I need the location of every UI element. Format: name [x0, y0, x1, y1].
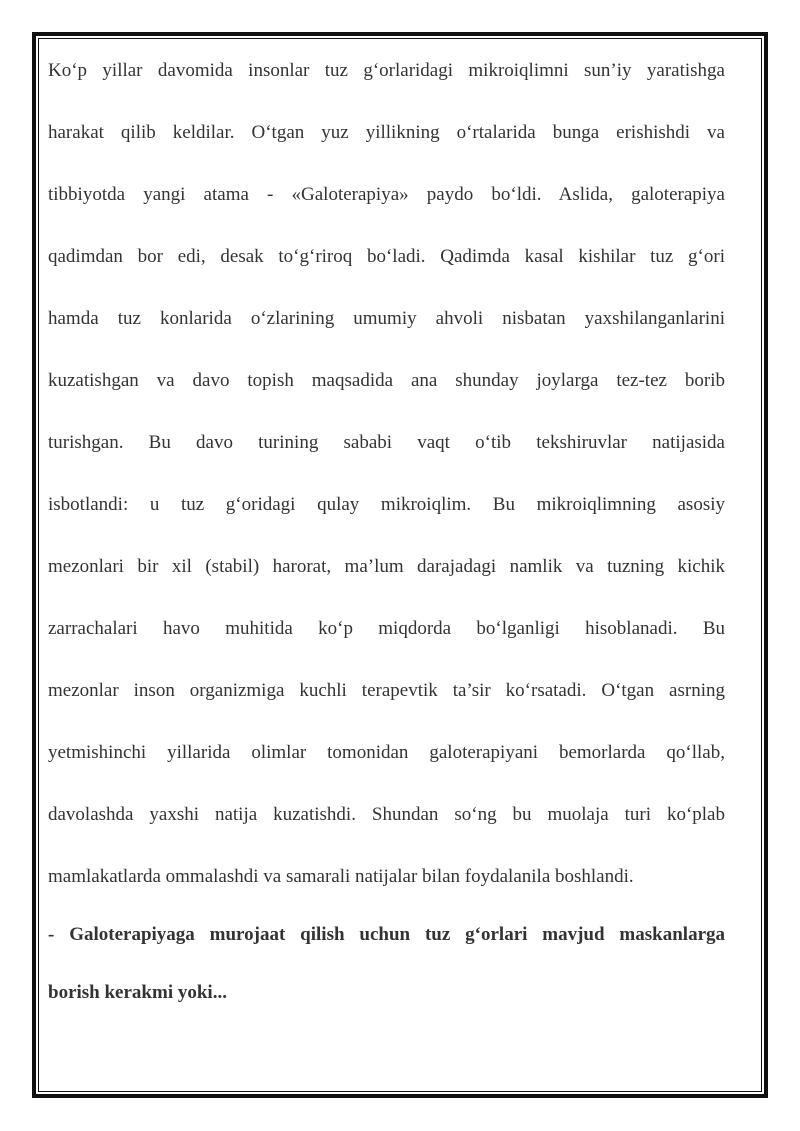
paragraph-line: davolashda yaxshi natija kuzatishdi. Shundan so‘ng bu muolaja turi ko‘plab: [48, 804, 725, 825]
paragraph-line: kuzatishgan va davo topish maqsadida ana shunday joylarga tez-tez borib: [48, 370, 725, 391]
paragraph-line: mamlakatlarda ommalashdi va samarali natijalar bilan foydalanila boshlandi.: [48, 866, 634, 887]
paragraph-line: zarrachalari havo muhitida ko‘p miqdorda bo‘lganligi hisoblanadi. Bu: [48, 618, 725, 639]
paragraph-line: tibbiyotda yangi atama - «Galoterapiya» paydo bo‘ldi. Aslida, galoterapiya: [48, 184, 725, 205]
bold-heading-line: - Galoterapiyaga murojaat qilish uchun tuz g‘orlari mavjud maskanlarga: [48, 924, 725, 945]
paragraph-line: turishgan. Bu davo turining sababi vaqt o‘tib tekshiruvlar natijasida: [48, 432, 725, 453]
paragraph-line: isbotlandi: u tuz g‘oridagi qulay mikroiqlim. Bu mikroiqlimning asosiy: [48, 494, 725, 515]
bold-heading-line: borish kerakmi yoki...: [48, 982, 227, 1003]
paragraph-line: yetmishinchi yillarida olimlar tomonidan galoterapiyani bemorlarda qo‘llab,: [48, 742, 725, 763]
paragraph-line: Ko‘p yillar davomida insonlar tuz g‘orlaridagi mikroiqlimni sun’iy yaratishga: [48, 60, 725, 81]
paragraph-line: qadimdan bor edi, desak to‘g‘riroq bo‘ladi. Qadimda kasal kishilar tuz g‘ori: [48, 246, 725, 267]
paragraph-line: mezonlar inson organizmiga kuchli terapevtik ta’sir ko‘rsatadi. O‘tgan asrning: [48, 680, 725, 701]
page-border: [32, 32, 768, 1098]
paragraph-line: mezonlari bir xil (stabil) harorat, ma’lum darajadagi namlik va tuzning kichik: [48, 556, 725, 577]
paragraph-line: hamda tuz konlarida o‘zlarining umumiy ahvoli nisbatan yaxshilanganlarini: [48, 308, 725, 329]
paragraph-line: harakat qilib keldilar. O‘tgan yuz yillikning o‘rtalarida bunga erishishdi va: [48, 122, 725, 143]
page-inner-border: [38, 38, 762, 1092]
document-text: [48, 57, 725, 1037]
